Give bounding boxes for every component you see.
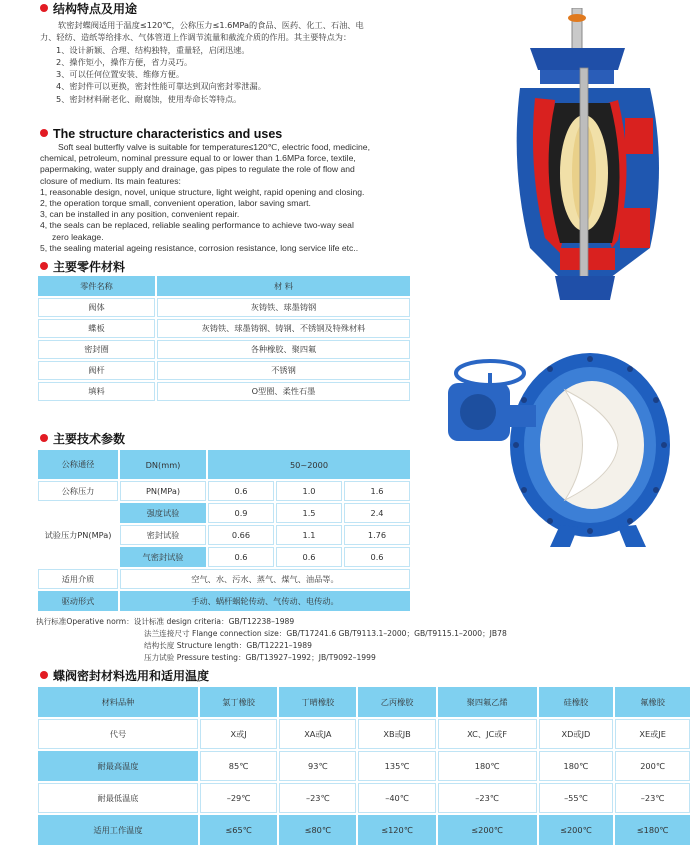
- table-cell: 180℃: [539, 751, 614, 781]
- table-row: [38, 319, 410, 338]
- table-cell: 0.6: [344, 547, 410, 567]
- section-title-parts-material: 主要零件材料: [40, 258, 125, 275]
- bullet-dot-icon: [40, 671, 48, 679]
- table-header-cell: 公称通径: [38, 450, 118, 479]
- feature-item: 4、密封件可以更换，密封性能可靠达到双向密封零泄漏。: [56, 81, 266, 92]
- table-row: [38, 569, 410, 589]
- table-cell: 180℃: [438, 751, 537, 781]
- bullet-dot-icon: [40, 434, 48, 442]
- section-title-tech-params: 主要技术参数: [40, 430, 125, 447]
- table-cell: ≤65℃: [200, 815, 277, 845]
- seal-material-table: [36, 685, 692, 847]
- table-cell: 0.6: [276, 547, 342, 567]
- cutaway-butterfly-valve-image: [500, 8, 675, 308]
- table-cell: O型圈、柔性石墨: [157, 382, 410, 401]
- table-cell: –23℃: [438, 783, 537, 813]
- table-cell: 阀杆: [38, 361, 155, 380]
- table-cell: XC、JC或F: [438, 719, 537, 749]
- table-row: [38, 481, 410, 501]
- table-cell: ≤80℃: [279, 815, 356, 845]
- table-header-row: [38, 450, 410, 479]
- table-cell: 0.66: [208, 525, 274, 545]
- table-cell: X或J: [200, 719, 277, 749]
- feature-item: 2、操作矩小，操作方便，省力灵巧。: [56, 56, 193, 67]
- intro-line: 软密封蝶阀适用于温度≤120℃，公称压力≤1.6MPa的食品、医药、化工、石油、电: [58, 20, 364, 30]
- table-cell: 灰铸铁、球墨铸钢: [157, 298, 410, 317]
- table-row: [38, 340, 410, 359]
- table-cell: 0.9: [208, 503, 274, 523]
- flanged-butterfly-valve-image: [440, 345, 680, 550]
- table-cell: 密封试验: [120, 525, 206, 545]
- intro-line: 力、轻纺、造纸等给排水、气体管道上作调节流量和截流介质的作用。其主要特点为：: [40, 32, 352, 43]
- table-cell: 93℃: [279, 751, 356, 781]
- standard-line: 法兰连接尺寸 Flange connection size：GB/T17241.6 GB/T9113.1–2000；GB/T9115.1–2000；JB78: [144, 628, 507, 638]
- parts-material-table: [36, 274, 412, 403]
- standard-line: 压力试验 Pressure testing：GB/T13927–1992；JB/T9092–1999: [144, 652, 376, 662]
- table-cell: 各种橡胶、聚四氟: [157, 340, 410, 359]
- table-cell: 1.6: [344, 481, 410, 501]
- en-line: chemical, petroleum, nominal pressure equal to or lower than 1.6MPa force, textile,: [40, 153, 356, 164]
- standard-line: 结构长度 Structure length：GB/T12221–1989: [144, 640, 312, 650]
- table-cell: –55℃: [539, 783, 614, 813]
- table-cell: –23℃: [279, 783, 356, 813]
- table-header-cell: 氯丁橡胶: [200, 687, 277, 717]
- en-line: papermaking, water supply and drainage, gas pipes to regulate the role of flow and: [40, 164, 355, 175]
- table-cell: 耐最低温底: [38, 783, 198, 813]
- feature-item: 3、可以任何位置安装、维修方便。: [56, 69, 185, 80]
- feature-item: 1、设计新颖、合理、结构独特，重量轻，启闭迅速。: [56, 44, 250, 55]
- table-cell: 空气、水、污水、蒸气、煤气、油品等。: [120, 569, 410, 589]
- table-cell: 代号: [38, 719, 198, 749]
- standard-line: 执行标准Operative norm：设计标准 design criteria：GB/T12238–1989: [36, 617, 295, 626]
- table-header-cell: 聚四氟乙烯: [438, 687, 537, 717]
- table-cell: 气密封试验: [120, 547, 206, 567]
- table-cell: XD或JD: [539, 719, 614, 749]
- en-line: zero leakage.: [52, 231, 104, 242]
- section-title-structure-cn: 结构特点及用途: [40, 0, 137, 17]
- table-header-cell: 乙丙橡胶: [358, 687, 435, 717]
- table-row: [38, 382, 410, 401]
- bullet-dot-icon: [40, 262, 48, 270]
- table-cell: 手动、蜗杆蜗轮传动、气传动、电传动。: [120, 591, 410, 611]
- table-cell: 密封圈: [38, 340, 155, 359]
- section-title-structure-en: The structure characteristics and uses: [40, 127, 282, 141]
- table-cell: –29℃: [200, 783, 277, 813]
- en-line: Soft seal butterfly valve is suitable for temperature≤120℃, electric food, medicine,: [58, 142, 370, 152]
- table-header-cell: 硅橡胶: [539, 687, 614, 717]
- table-header-cell: 50~2000: [208, 450, 410, 479]
- en-line: 2, the operation torque small, convenient operation, labor saving smart.: [40, 198, 311, 209]
- standards-block: [36, 616, 507, 664]
- tech-params-table: [36, 448, 412, 613]
- table-cell: –23℃: [615, 783, 690, 813]
- table-cell: 公称压力: [38, 481, 118, 501]
- table-cell: 135℃: [358, 751, 435, 781]
- table-cell: 0.6: [208, 481, 274, 501]
- bullet-dot-icon: [40, 4, 48, 12]
- en-line: 3, can be installed in any position, convenient repair.: [40, 209, 240, 220]
- table-cell: XA或JA: [279, 719, 356, 749]
- table-row: [38, 503, 410, 523]
- en-line: 5, the sealing material ageing resistance, corrosion resistance, long service life etc..: [40, 242, 359, 253]
- table-cell: 0.6: [208, 547, 274, 567]
- table-cell: 85℃: [200, 751, 277, 781]
- table-header-cell: 氟橡胶: [615, 687, 690, 717]
- table-header-row: [38, 276, 410, 296]
- table-header-row: [38, 687, 690, 717]
- table-cell: 驱动形式: [38, 591, 118, 611]
- en-line: 1, reasonable design, novel, unique structure, light weight, rapid opening and closing.: [40, 186, 365, 197]
- table-row: [38, 361, 410, 380]
- table-header-cell: 材料品种: [38, 687, 198, 717]
- table-cell: ≤180℃: [615, 815, 690, 845]
- intro-paragraph-en: [40, 142, 425, 254]
- table-row: [38, 719, 690, 749]
- table-cell: ≤200℃: [438, 815, 537, 845]
- en-line: 4, the seals can be replaced, reliable sealing performance to achieve two-way seal: [40, 220, 354, 231]
- table-row: [38, 751, 690, 781]
- table-row: [38, 298, 410, 317]
- table-cell: PN(MPa): [120, 481, 206, 501]
- table-row: [38, 591, 410, 611]
- table-header-cell: 零件名称: [38, 276, 155, 296]
- table-header-cell: 材 料: [157, 276, 410, 296]
- table-cell: 阀体: [38, 298, 155, 317]
- table-cell: 试验压力PN(MPa): [38, 503, 118, 567]
- table-cell: 2.4: [344, 503, 410, 523]
- table-cell: 1.1: [276, 525, 342, 545]
- table-cell: ≤200℃: [539, 815, 614, 845]
- table-cell: 强度试验: [120, 503, 206, 523]
- table-cell: 适用工作温度: [38, 815, 198, 845]
- table-cell: XB或JB: [358, 719, 435, 749]
- table-cell: 蝶板: [38, 319, 155, 338]
- feature-item: 5、密封材料耐老化、耐腐蚀，使用寿命长等特点。: [56, 93, 242, 104]
- table-cell: 适用介质: [38, 569, 118, 589]
- table-cell: 灰铸铁、球墨铸钢、铸钢、不锈钢及特殊材料: [157, 319, 410, 338]
- table-cell: 不锈钢: [157, 361, 410, 380]
- table-cell: ≤120℃: [358, 815, 435, 845]
- table-cell: 填料: [38, 382, 155, 401]
- table-header-cell: 丁晴橡胶: [279, 687, 356, 717]
- en-line: closure of medium. Its main features:: [40, 175, 181, 186]
- table-row: [38, 783, 690, 813]
- table-cell: XE或JE: [615, 719, 690, 749]
- table-cell: 200℃: [615, 751, 690, 781]
- intro-paragraph-cn: [40, 19, 420, 105]
- table-cell: 耐最高温度: [38, 751, 198, 781]
- table-header-cell: DN(mm): [120, 450, 206, 479]
- table-row: [38, 815, 690, 845]
- table-cell: 1.76: [344, 525, 410, 545]
- section-title-seal-material: 蝶阀密封材料选用和适用温度: [40, 667, 209, 684]
- table-cell: 1.0: [276, 481, 342, 501]
- table-cell: 1.5: [276, 503, 342, 523]
- bullet-dot-icon: [40, 129, 48, 137]
- table-cell: –40℃: [358, 783, 435, 813]
